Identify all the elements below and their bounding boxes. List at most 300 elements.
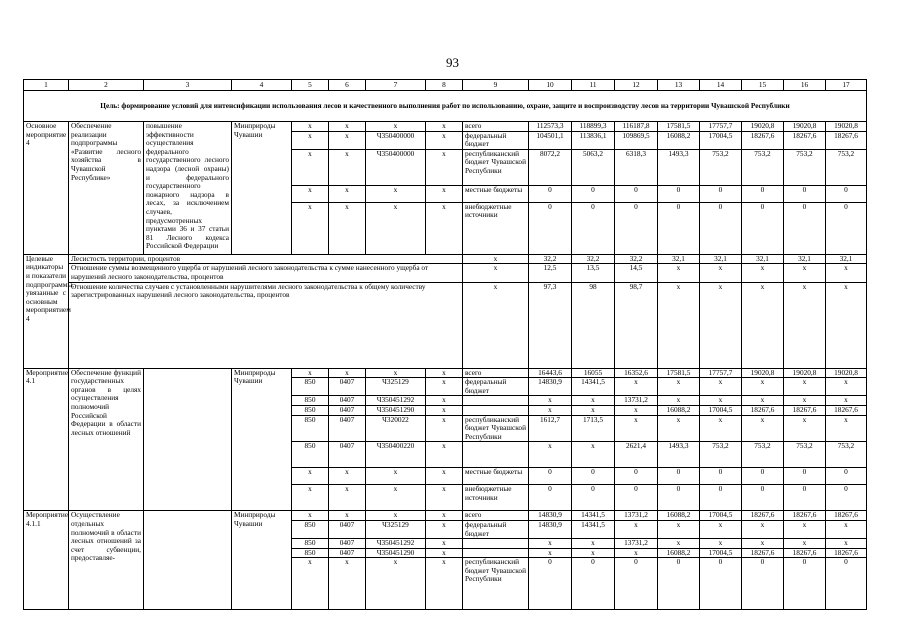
value-cell: 32,2	[529, 254, 572, 264]
table-row	[24, 122, 867, 132]
value-cell: 16443,6	[529, 368, 572, 378]
value-cell: 18267,6	[742, 548, 784, 558]
value-cell: 19020,8	[784, 368, 826, 378]
code-cell: 0407	[329, 442, 366, 468]
value-cell: x	[529, 548, 572, 558]
value-cell: x	[784, 539, 826, 549]
indicator-row	[24, 282, 867, 368]
column-number: 6	[329, 80, 366, 91]
indicator-unit: x	[463, 282, 529, 368]
event-code: Основное мероприятие 4	[24, 122, 69, 255]
value-cell: x	[615, 548, 658, 558]
value-cell: 0	[572, 485, 615, 511]
value-cell: 18267,6	[784, 548, 826, 558]
value-cell: 32,2	[572, 254, 615, 264]
value-cell: 6318,3	[615, 149, 658, 185]
value-cell: 32,1	[700, 254, 742, 264]
value-cell: 19020,8	[784, 122, 826, 132]
code-cell: x	[366, 202, 426, 254]
value-cell: 32,1	[658, 254, 700, 264]
value-cell: 0	[658, 468, 700, 485]
value-cell: 14830,9	[529, 378, 572, 396]
code-cell: x	[292, 185, 329, 202]
value-cell: x	[826, 520, 867, 538]
value-cell: x	[529, 539, 572, 549]
column-number: 15	[742, 80, 784, 91]
value-cell: 12,5	[529, 264, 572, 282]
code-cell: x	[426, 442, 463, 468]
value-cell: 16088,2	[658, 548, 700, 558]
event-goal: повышение эффективности осуществления федерального государственного лесного надзора (лесной охраны) и федерального государственного пожарного надзора в лесах, за исключением случаев, предусмотренных пунктами 36 и 37 статьи 81 Лесного кодекса Российской Федерации	[144, 122, 232, 255]
column-number: 13	[658, 80, 700, 91]
funding-source: местные бюджеты	[463, 468, 529, 485]
funding-source: республиканский бюджет Чувашской Республики	[463, 558, 529, 610]
goal-text: Цель: формирование условий для интенсификации использования лесов и качественного выполнения работ по использованию, охране, защите и воспроизводству лесов на территории Чувашской Республики	[24, 91, 867, 122]
code-cell: x	[426, 415, 463, 442]
code-cell: x	[426, 539, 463, 549]
responsible-executor: Минприроды Чувашии	[232, 368, 292, 511]
code-cell: x	[329, 368, 366, 378]
value-cell: 0	[529, 185, 572, 202]
value-cell: x	[742, 415, 784, 442]
value-cell: 17581,5	[658, 368, 700, 378]
value-cell: x	[700, 415, 742, 442]
column-number: 4	[232, 80, 292, 91]
value-cell: 0	[700, 468, 742, 485]
code-cell: x	[292, 558, 329, 610]
value-cell: 17757,7	[700, 368, 742, 378]
value-cell: x	[658, 396, 700, 406]
value-cell: 0	[742, 202, 784, 254]
value-cell: 17004,5	[700, 131, 742, 149]
value-cell: 18267,6	[826, 548, 867, 558]
code-cell: 0407	[329, 378, 366, 396]
code-cell: x	[292, 368, 329, 378]
value-cell: 753,2	[742, 149, 784, 185]
value-cell: 17004,5	[700, 405, 742, 415]
value-cell: x	[572, 539, 615, 549]
value-cell: x	[615, 415, 658, 442]
code-cell: 850	[292, 548, 329, 558]
value-cell: 18267,6	[784, 131, 826, 149]
value-cell: 14830,9	[529, 520, 572, 538]
code-cell: x	[292, 202, 329, 254]
code-cell: x	[292, 149, 329, 185]
funding-source	[463, 405, 529, 415]
value-cell: 17581,5	[658, 122, 700, 132]
value-cell: 1493,3	[658, 149, 700, 185]
value-cell: 118899,3	[572, 122, 615, 132]
value-cell: 0	[572, 185, 615, 202]
value-cell: 753,2	[826, 149, 867, 185]
column-number: 5	[292, 80, 329, 91]
code-cell: x	[292, 131, 329, 149]
code-cell: 850	[292, 539, 329, 549]
code-cell: Ч320022	[366, 415, 426, 442]
funding-source	[463, 442, 529, 468]
value-cell: x	[700, 539, 742, 549]
code-cell: 0407	[329, 396, 366, 406]
value-cell: x	[784, 282, 826, 368]
value-cell: x	[529, 405, 572, 415]
value-cell: 14341,5	[572, 520, 615, 538]
column-number: 11	[572, 80, 615, 91]
code-cell: x	[292, 122, 329, 132]
code-cell: x	[426, 378, 463, 396]
code-cell: Ч350451290	[366, 405, 426, 415]
value-cell: x	[784, 396, 826, 406]
value-cell: x	[742, 282, 784, 368]
value-cell: x	[615, 520, 658, 538]
code-cell: 0407	[329, 415, 366, 442]
value-cell: 0	[658, 185, 700, 202]
value-cell: 18267,6	[826, 131, 867, 149]
event-name: Осуществление отдельных полномочий в области лесных отношений за счет субвенции, предоставляе-	[69, 511, 144, 610]
code-cell: x	[426, 131, 463, 149]
value-cell: x	[529, 442, 572, 468]
value-cell: x	[700, 396, 742, 406]
code-cell: 850	[292, 520, 329, 538]
code-cell: x	[426, 122, 463, 132]
value-cell: 19020,8	[826, 122, 867, 132]
value-cell: x	[658, 539, 700, 549]
code-cell: x	[329, 558, 366, 610]
column-number: 10	[529, 80, 572, 91]
value-cell: 0	[826, 485, 867, 511]
code-cell: 0407	[329, 405, 366, 415]
code-cell: x	[366, 185, 426, 202]
value-cell: 753,2	[784, 149, 826, 185]
indicator-row	[24, 264, 867, 282]
value-cell: 16088,2	[658, 405, 700, 415]
value-cell: 98	[572, 282, 615, 368]
value-cell: x	[658, 282, 700, 368]
value-cell: 753,2	[784, 442, 826, 468]
code-cell: x	[329, 485, 366, 511]
code-cell: Ч350400000	[366, 149, 426, 185]
value-cell: 2621,4	[615, 442, 658, 468]
value-cell: 0	[572, 202, 615, 254]
value-cell: x	[784, 264, 826, 282]
value-cell: 1713,5	[572, 415, 615, 442]
code-cell: x	[329, 468, 366, 485]
value-cell: 19020,8	[742, 368, 784, 378]
value-cell: x	[784, 415, 826, 442]
value-cell: x	[826, 415, 867, 442]
indicators-heading: Целевые индикаторы и показатели подпрограммы, увязанные с основным мероприятием 4	[24, 254, 69, 368]
value-cell: 0	[700, 485, 742, 511]
value-cell: 13731,2	[615, 539, 658, 549]
program-table	[23, 79, 867, 610]
value-cell: 0	[784, 468, 826, 485]
value-cell: x	[742, 396, 784, 406]
value-cell: 0	[529, 558, 572, 610]
indicator-unit: x	[463, 254, 529, 264]
value-cell: 109869,5	[615, 131, 658, 149]
code-cell: x	[292, 485, 329, 511]
code-cell: x	[329, 122, 366, 132]
value-cell: x	[784, 520, 826, 538]
value-cell: 32,1	[784, 254, 826, 264]
value-cell: 753,2	[826, 442, 867, 468]
code-cell: 850	[292, 378, 329, 396]
value-cell: 13,5	[572, 264, 615, 282]
code-cell: x	[426, 202, 463, 254]
code-cell: x	[426, 149, 463, 185]
code-cell: 0407	[329, 520, 366, 538]
code-cell: x	[426, 368, 463, 378]
goal-row	[24, 91, 867, 122]
column-number: 3	[144, 80, 232, 91]
code-cell: Ч350451292	[366, 539, 426, 549]
value-cell: x	[742, 520, 784, 538]
responsible-executor: Минприроды Чувашии	[232, 511, 292, 610]
value-cell: 0	[700, 202, 742, 254]
column-number: 16	[784, 80, 826, 91]
value-cell: 19020,8	[826, 368, 867, 378]
value-cell: 13731,2	[615, 396, 658, 406]
code-cell: 850	[292, 396, 329, 406]
value-cell: x	[742, 264, 784, 282]
funding-source: всего	[463, 368, 529, 378]
value-cell: 8072,2	[529, 149, 572, 185]
value-cell: 97,3	[529, 282, 572, 368]
value-cell: 16055	[572, 368, 615, 378]
value-cell: 0	[826, 558, 867, 610]
value-cell: 0	[658, 202, 700, 254]
value-cell: 1612,7	[529, 415, 572, 442]
value-cell: 14,5	[615, 264, 658, 282]
value-cell: 98,7	[615, 282, 658, 368]
code-cell: x	[366, 485, 426, 511]
value-cell: 18267,6	[826, 511, 867, 521]
code-cell: x	[426, 485, 463, 511]
value-cell: 0	[826, 202, 867, 254]
value-cell: 116187,8	[615, 122, 658, 132]
column-number: 8	[426, 80, 463, 91]
code-cell: Ч325129	[366, 378, 426, 396]
value-cell: 17004,5	[700, 511, 742, 521]
indicator-unit: x	[463, 264, 529, 282]
code-cell: 850	[292, 442, 329, 468]
value-cell: x	[826, 264, 867, 282]
value-cell: x	[826, 539, 867, 549]
value-cell: x	[700, 282, 742, 368]
value-cell: 753,2	[700, 149, 742, 185]
code-cell: Ч350400000	[366, 131, 426, 149]
value-cell: 0	[615, 558, 658, 610]
funding-source: федеральный бюджет	[463, 520, 529, 538]
value-cell: 0	[784, 185, 826, 202]
page-number: 93	[446, 55, 459, 70]
code-cell: x	[292, 511, 329, 521]
code-cell: x	[426, 185, 463, 202]
event-code: Мероприятие 4.1	[24, 368, 69, 511]
code-cell: 0407	[329, 548, 366, 558]
column-number: 17	[826, 80, 867, 91]
funding-source: местные бюджеты	[463, 185, 529, 202]
column-number-row	[24, 80, 867, 91]
value-cell: x	[742, 378, 784, 396]
column-number: 7	[366, 80, 426, 91]
column-number: 14	[700, 80, 742, 91]
code-cell: x	[292, 468, 329, 485]
value-cell: x	[700, 378, 742, 396]
value-cell: 0	[742, 468, 784, 485]
value-cell: 14341,5	[572, 511, 615, 521]
value-cell: 0	[529, 485, 572, 511]
value-cell: 32,1	[742, 254, 784, 264]
code-cell: Ч350451290	[366, 548, 426, 558]
value-cell: 0	[572, 468, 615, 485]
responsible-executor: Минприроды Чувашии	[232, 122, 292, 255]
value-cell: 19020,8	[742, 122, 784, 132]
value-cell: x	[529, 396, 572, 406]
value-cell: 0	[615, 202, 658, 254]
funding-source	[463, 396, 529, 406]
value-cell: 14830,9	[529, 511, 572, 521]
funding-source: республиканский бюджет Чувашской Республики	[463, 415, 529, 442]
code-cell: Ч350400220	[366, 442, 426, 468]
funding-source: всего	[463, 511, 529, 521]
code-cell: x	[426, 520, 463, 538]
value-cell: 0	[784, 558, 826, 610]
code-cell: x	[366, 468, 426, 485]
value-cell: x	[826, 378, 867, 396]
code-cell: x	[366, 511, 426, 521]
code-cell: x	[329, 131, 366, 149]
value-cell: 0	[658, 485, 700, 511]
value-cell: x	[615, 405, 658, 415]
code-cell: x	[329, 149, 366, 185]
value-cell: 0	[784, 485, 826, 511]
value-cell: 32,2	[615, 254, 658, 264]
value-cell: 18267,6	[742, 511, 784, 521]
value-cell: 0	[529, 468, 572, 485]
value-cell: x	[826, 282, 867, 368]
value-cell: 18267,6	[784, 511, 826, 521]
value-cell: 0	[700, 185, 742, 202]
column-number: 12	[615, 80, 658, 91]
value-cell: 1493,3	[658, 442, 700, 468]
value-cell: 18267,6	[826, 405, 867, 415]
value-cell: 0	[529, 202, 572, 254]
value-cell: 16088,2	[658, 131, 700, 149]
value-cell: 753,2	[742, 442, 784, 468]
event-name: Обеспечение реализации подпрограммы «Развитие лесного хозяйства в Чувашской Республике»	[69, 122, 144, 255]
code-cell: x	[366, 368, 426, 378]
value-cell: 18267,6	[742, 405, 784, 415]
value-cell: x	[658, 520, 700, 538]
value-cell: 17004,5	[700, 548, 742, 558]
code-cell: x	[426, 548, 463, 558]
code-cell: x	[426, 558, 463, 610]
funding-source	[463, 539, 529, 549]
value-cell: 0	[742, 558, 784, 610]
table-row	[24, 511, 867, 521]
value-cell: 0	[572, 558, 615, 610]
value-cell: x	[572, 548, 615, 558]
code-cell: x	[329, 511, 366, 521]
value-cell: 16088,2	[658, 511, 700, 521]
value-cell: 18267,6	[784, 405, 826, 415]
value-cell: x	[700, 264, 742, 282]
value-cell: x	[700, 520, 742, 538]
value-cell: 14341,5	[572, 378, 615, 396]
value-cell: 17757,7	[700, 122, 742, 132]
funding-source: всего	[463, 122, 529, 132]
column-number: 9	[463, 80, 529, 91]
value-cell: 112573,3	[529, 122, 572, 132]
value-cell: 0	[700, 558, 742, 610]
column-number: 1	[24, 80, 69, 91]
value-cell: 32,1	[826, 254, 867, 264]
funding-source: внебюджетные источники	[463, 485, 529, 511]
value-cell: x	[572, 442, 615, 468]
event-goal	[144, 511, 232, 610]
value-cell: 0	[615, 468, 658, 485]
event-name: Обеспечение функций государственных органов в целях осуществления полномочий Российской Федерации в области лесных отношений	[69, 368, 144, 511]
indicator-name: Отношение количества случаев с установленными нарушителями лесного законодательства к общему количеству зарегистрированных нарушений лесного законодательства, процентов	[69, 282, 463, 368]
value-cell: x	[572, 405, 615, 415]
code-cell: x	[366, 122, 426, 132]
value-cell: 104501,1	[529, 131, 572, 149]
code-cell: x	[426, 405, 463, 415]
code-cell: x	[426, 468, 463, 485]
value-cell: x	[572, 396, 615, 406]
value-cell: 0	[658, 558, 700, 610]
code-cell: x	[329, 202, 366, 254]
value-cell: 753,2	[700, 442, 742, 468]
value-cell: x	[658, 378, 700, 396]
value-cell: x	[658, 264, 700, 282]
value-cell: 0	[826, 185, 867, 202]
value-cell: 0	[826, 468, 867, 485]
value-cell: 0	[742, 485, 784, 511]
funding-source: республиканский бюджет Чувашской Республики	[463, 149, 529, 185]
indicator-name: Отношение суммы возмещенного ущерба от нарушений лесного законодательства к сумме нанесенного ущерба от нарушений лесного законодательства, процентов	[69, 264, 463, 282]
value-cell: 5063,2	[572, 149, 615, 185]
code-cell: x	[329, 185, 366, 202]
value-cell: 0	[784, 202, 826, 254]
funding-source: федеральный бюджет	[463, 131, 529, 149]
code-cell: 850	[292, 415, 329, 442]
indicator-name: Лесистость территории, процентов	[69, 254, 463, 264]
value-cell: 0	[615, 185, 658, 202]
code-cell: Ч325129	[366, 520, 426, 538]
value-cell: 18267,6	[742, 131, 784, 149]
event-code: Мероприятие 4.1.1	[24, 511, 69, 610]
value-cell: x	[658, 415, 700, 442]
code-cell: x	[366, 558, 426, 610]
funding-source: внебюджетные источники	[463, 202, 529, 254]
code-cell: x	[426, 511, 463, 521]
value-cell: 0	[615, 485, 658, 511]
value-cell: 0	[742, 185, 784, 202]
value-cell: 16352,6	[615, 368, 658, 378]
value-cell: 13731,2	[615, 511, 658, 521]
code-cell: 0407	[329, 539, 366, 549]
event-goal	[144, 368, 232, 511]
value-cell: 113836,1	[572, 131, 615, 149]
code-cell: 850	[292, 405, 329, 415]
value-cell: x	[784, 378, 826, 396]
funding-source: федеральный бюджет	[463, 378, 529, 396]
code-cell: x	[426, 396, 463, 406]
value-cell: x	[615, 378, 658, 396]
code-cell: Ч350451292	[366, 396, 426, 406]
value-cell: x	[826, 396, 867, 406]
